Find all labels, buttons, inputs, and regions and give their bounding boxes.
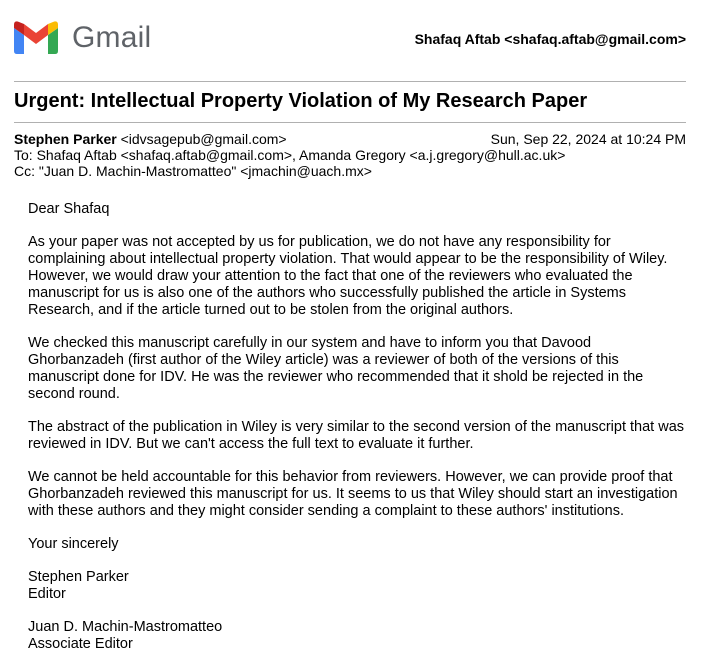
gmail-logo: [14, 20, 151, 56]
cc-row: Cc: "Juan D. Machin-Mastromatteo" <jmachin@uach.mx>: [14, 163, 372, 179]
sender-name: Stephen Parker: [14, 131, 117, 147]
divider: [14, 122, 686, 123]
divider: [14, 81, 686, 82]
signature-name: Stephen Parker: [28, 569, 129, 585]
body-paragraph: We cannot be held accountable for this behavior from reviewers. However, we can provide proof that Ghorbanzadeh reviewed this manuscript for us. It seems to us that Wiley should start an investigation with these authors and they might consider sending a complaint to these authors' institutions.: [28, 469, 678, 519]
email-date: Sun, Sep 22, 2024 at 10:24 PM: [490, 131, 686, 147]
signature-name: Juan D. Machin-Mastromatteo: [28, 619, 223, 635]
logo-wordmark: Gmail: [72, 21, 152, 54]
signature-block: [28, 569, 686, 603]
account-label: Shafaq Aftab <shafaq.aftab@gmail.com>: [414, 31, 686, 47]
sender-address: <idvsagepub@gmail.com>: [120, 131, 287, 147]
to-row: To: Shafaq Aftab <shafaq.aftab@gmail.com>, Amanda Gregory <a.j.gregory@hull.ac.uk>: [14, 147, 566, 163]
body-paragraph: The abstract of the publication in Wiley is very similar to the second version of the manuscript that was reviewed in IDV. But we can't access the full text to evaluate it further.: [28, 419, 685, 452]
signature-block: [28, 619, 686, 653]
signature-title: Editor: [28, 586, 66, 602]
signature-title: Associate Editor: [28, 636, 133, 652]
gmail-m-icon: [14, 21, 58, 55]
from-row: [14, 131, 686, 147]
email-subject: Urgent: Intellectual Property Violation of My Research Paper: [14, 90, 588, 112]
email-headers: [14, 131, 686, 179]
closing: Your sincerely: [28, 536, 119, 552]
greeting: Dear Shafaq: [28, 201, 110, 217]
body-paragraph: We checked this manuscript carefully in our system and have to inform you that Davood Ghorbanzadeh (first author of the Wiley article) was a reviewer of both of the versions of this manuscript done for IDV. He was the reviewer who recommended that it shold be rejected in the second round.: [28, 335, 644, 402]
body-paragraph: As your paper was not accepted by us for publication, we do not have any responsibility for complaining about intellectual property violation. That would appear to be the responsibility of Wiley. However, we would draw your attention to the fact that one of the reviewers who evaluated the manuscript for us is also one of the authors who successfully published the article in Systems Research, and if the article turned out to be stolen from the original authors.: [28, 234, 668, 318]
email-body: [28, 201, 686, 669]
